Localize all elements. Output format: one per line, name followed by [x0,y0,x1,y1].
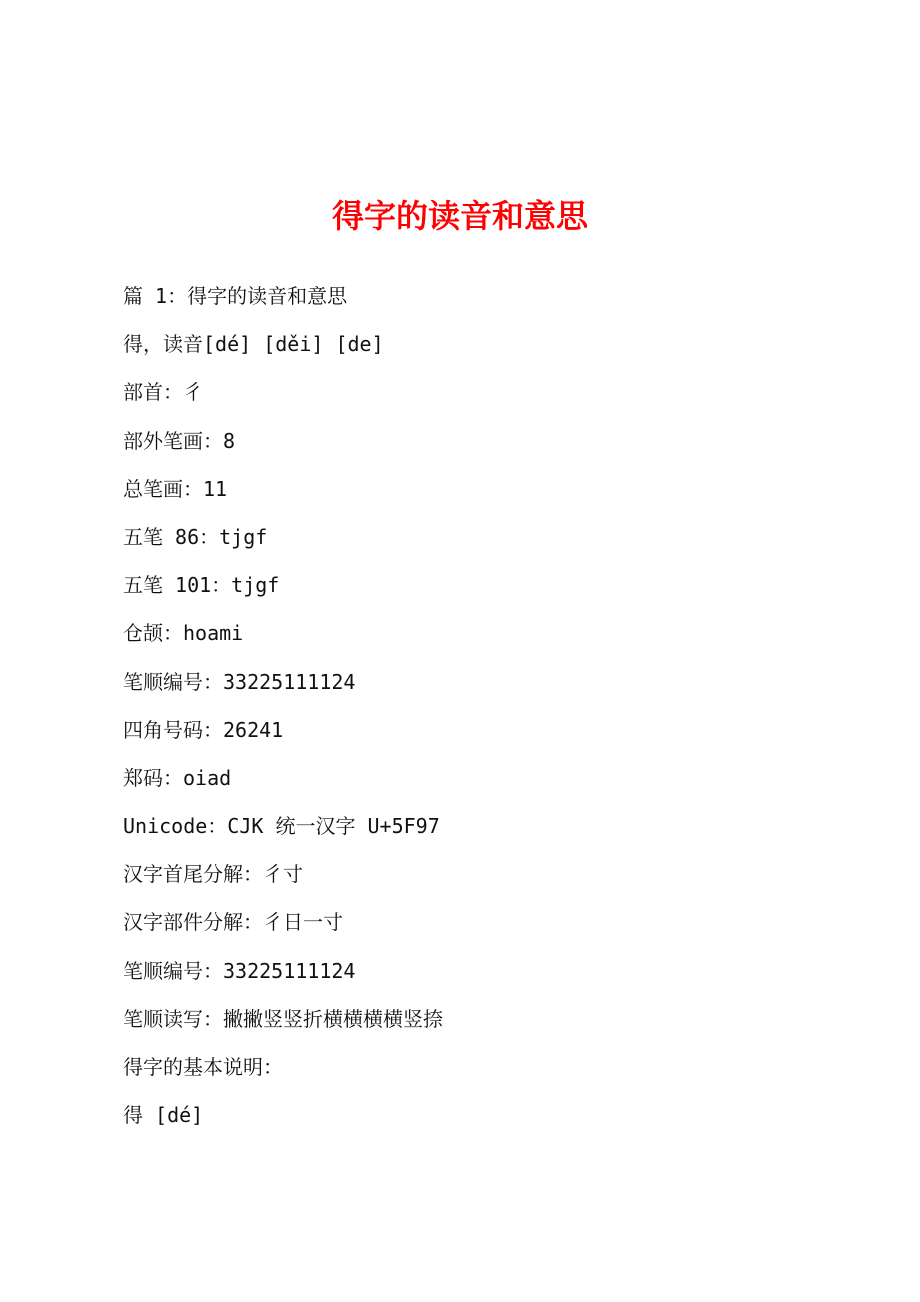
head-tail-decomposition-line: 汉字首尾分解：彳寸 [123,862,303,887]
pronunciation-line: 得，读音[dé] [děi] [de] [123,332,384,357]
stroke-reading-line: 笔顺读写：撇撇竖竖折横横横横竖捺 [123,1006,443,1031]
stroke-order-number-line: 笔顺编号：33225111124 [123,669,356,694]
cangjie-line: 仓颉：hoami [123,621,244,646]
outer-strokes-line: 部外笔画：8 [123,428,236,453]
component-decomposition-line: 汉字部件分解：彳日一寸 [123,910,343,935]
zhengma-line: 郑码：oiad [123,765,232,790]
document-body [123,282,823,1149]
wubi101-line: 五笔 101：tjgf [123,573,280,598]
wubi86-line: 五笔 86：tjgf [123,524,268,549]
entry-pronunciation-line: 得 [dé] [123,1103,204,1128]
section-heading: 篇 1：得字的读音和意思 [123,284,348,308]
page-title: 得字的读音和意思 [331,197,588,235]
basic-explanation-heading: 得字的基本说明： [123,1055,283,1079]
unicode-line: Unicode：CJK 统一汉字 U+5F97 [123,814,440,839]
four-corner-line: 四角号码：26241 [123,717,284,742]
total-strokes-line: 总笔画：11 [123,476,228,501]
radical-line: 部首：彳 [123,380,203,405]
stroke-order-number-line-2: 笔顺编号：33225111124 [123,958,356,983]
